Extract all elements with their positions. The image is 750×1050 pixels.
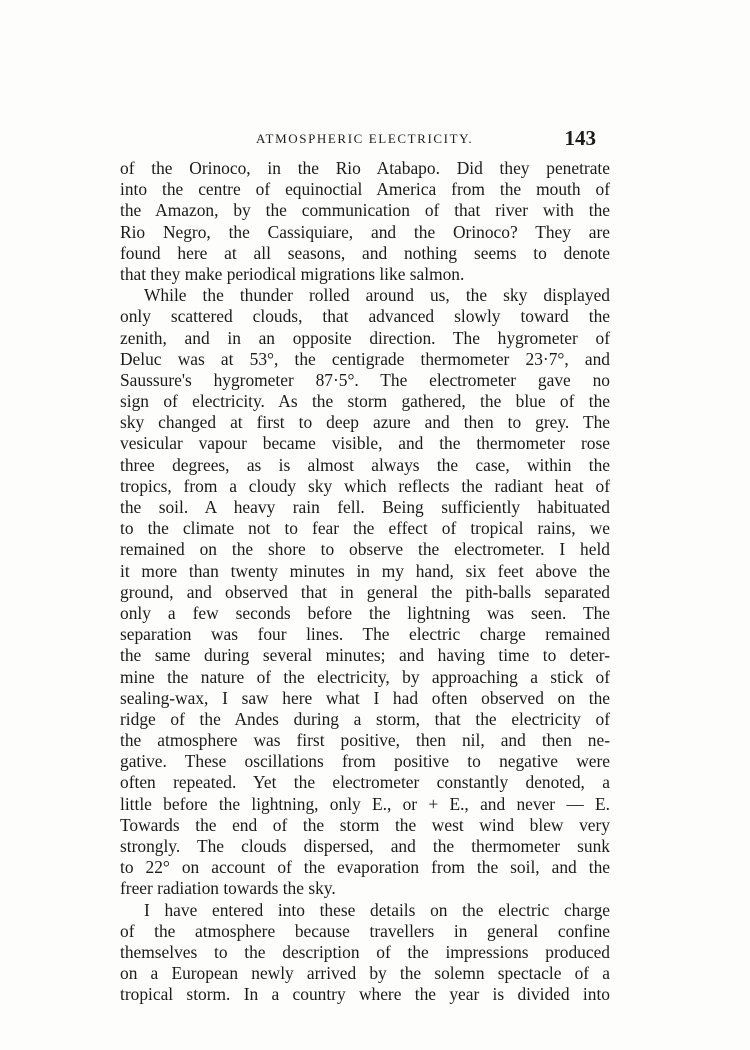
text-line: While the thunder rolled around us, the sky displayed <box>144 285 610 306</box>
text-line: often repeated. Yet the electrometer constantly denoted, a <box>120 772 610 793</box>
body-text <box>120 158 610 1006</box>
text-line: tropics, from a cloudy sky which reflects the radiant heat of <box>120 475 610 496</box>
text-line: to 22° on account of the evaporation from the soil, and the <box>120 857 610 878</box>
text-line: vesicular vapour became visible, and the thermometer rose <box>120 433 610 454</box>
text-line: ground, and observed that in general the pith-balls separated <box>120 581 610 602</box>
text-line: separation was four lines. The electric charge remained <box>120 624 610 645</box>
page-number: 143 <box>564 126 596 150</box>
text-line: Rio Negro, the Cassiquiare, and the Orinoco? They are <box>120 221 610 242</box>
text-line: found here at all seasons, and nothing seems to denote <box>120 242 610 263</box>
text-line: I have entered into these details on the electric charge <box>144 899 610 920</box>
text-line: of the atmosphere because travellers in general confine <box>120 920 610 941</box>
text-line: to the climate not to fear the effect of tropical rains, we <box>120 518 610 539</box>
text-line: gative. These oscillations from positive to negative were <box>120 751 610 772</box>
text-line: zenith, and in an opposite direction. The hygrometer of <box>120 327 610 348</box>
text-line: into the centre of equinoctial America from the mouth of <box>120 179 610 200</box>
text-line: sealing-wax, I saw here what I had often observed on the <box>120 687 610 708</box>
text-line: it more than twenty minutes in my hand, six feet above the <box>120 560 610 581</box>
text-line: freer radiation towards the sky. <box>120 878 336 899</box>
text-line: Saussure's hygrometer 87·5°. The electrometer gave no <box>120 369 610 390</box>
text-line: on a European newly arrived by the solemn spectacle of a <box>120 963 610 984</box>
text-line: three degrees, as is almost always the case, within the <box>120 454 610 475</box>
text-line: remained on the shore to observe the electrometer. I held <box>120 539 610 560</box>
text-line: tropical storm. In a country where the year is divided into <box>120 984 610 1005</box>
text-line: of the Orinoco, in the Rio Atabapo. Did they penetrate <box>120 158 610 178</box>
text-line: the soil. A heavy rain fell. Being sufficiently habituated <box>120 497 610 517</box>
text-line: Deluc was at 53°, the centigrade thermometer 23·7°, and <box>120 348 610 369</box>
running-head <box>118 128 596 150</box>
text-line: sign of electricity. As the storm gathered, the blue of the <box>120 391 610 412</box>
text-line: sky changed at first to deep azure and then to grey. The <box>120 412 610 433</box>
text-line: the atmosphere was first positive, then nil, and then ne- <box>120 730 610 751</box>
text-line: Towards the end of the storm the west wind blew very <box>120 814 610 835</box>
text-line: the same during several minutes; and having time to deter- <box>120 645 610 666</box>
text-line: themselves to the description of the impressions produced <box>120 941 610 962</box>
text-line: mine the nature of the electricity, by approaching a stick of <box>120 666 610 687</box>
text-line: strongly. The clouds dispersed, and the thermometer sunk <box>120 836 610 856</box>
text-line: the Amazon, by the communication of that river with the <box>120 200 610 221</box>
text-line: only scattered clouds, that advanced slowly toward the <box>120 306 610 327</box>
text-line: only a few seconds before the lightning was seen. The <box>120 602 610 623</box>
text-line: little before the lightning, only E., or + E., and never — E. <box>120 793 610 814</box>
running-title: ATMOSPHERIC ELECTRICITY. <box>256 131 474 146</box>
text-line: that they make periodical migrations like salmon. <box>120 263 465 284</box>
text-line: ridge of the Andes during a storm, that the electricity of <box>120 708 610 729</box>
